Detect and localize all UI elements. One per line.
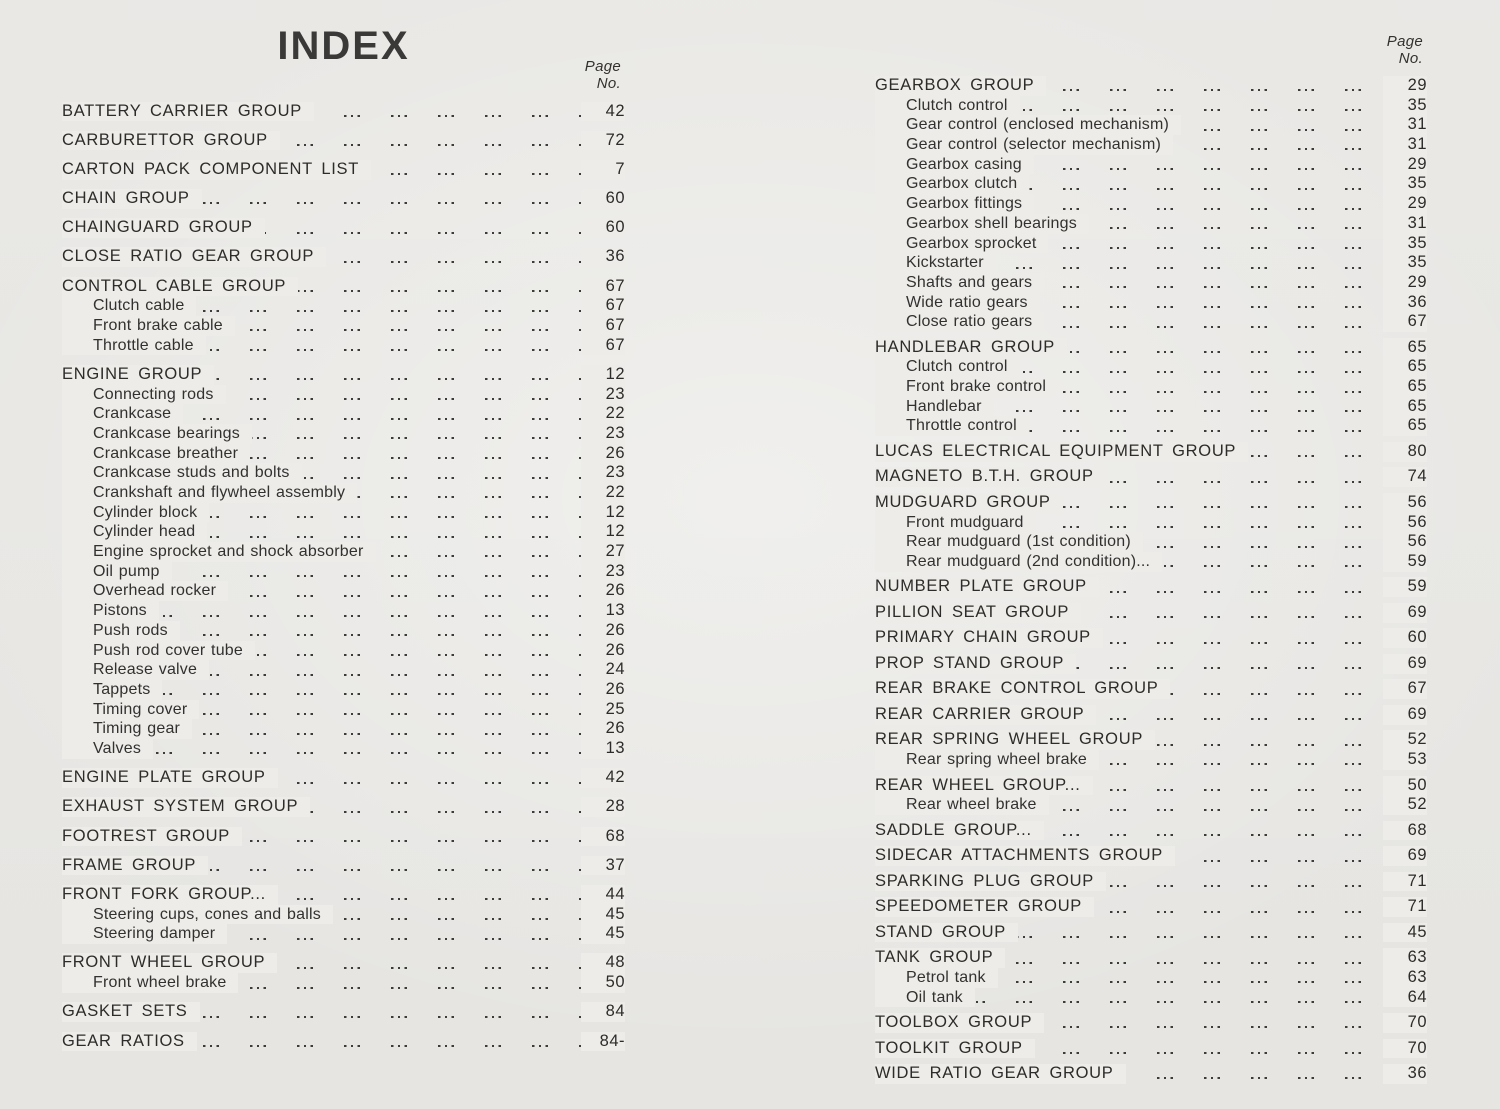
- entry-label: Front brake control: [875, 377, 1058, 397]
- entry-page-number: 53: [1383, 750, 1427, 770]
- entry-label: Rear mudguard (1st condition): [875, 532, 1143, 552]
- index-entries-left: [62, 102, 625, 1052]
- entry-label: Cylinder block: [62, 503, 209, 523]
- entry-page-number: 65: [1383, 416, 1427, 436]
- index-row: [62, 160, 625, 180]
- entry-label: Timing gear: [62, 719, 192, 739]
- entry-label: Clutch control: [875, 96, 1020, 116]
- index-row: [62, 700, 625, 720]
- entry-page-number: 26: [581, 444, 625, 464]
- entry-label: Pistons: [62, 601, 159, 621]
- index-row: [62, 739, 625, 759]
- entry-label: CARBURETTOR GROUP: [62, 131, 280, 151]
- entry-label: FRONT FORK GROUP...: [62, 885, 278, 905]
- index-row: [875, 397, 1427, 417]
- entry-page-number: 80: [1383, 442, 1427, 462]
- index-row: [875, 679, 1427, 699]
- index-row: [875, 988, 1427, 1008]
- entry-page-number: 65: [1383, 338, 1427, 358]
- entry-page-number: 26: [581, 621, 625, 641]
- entry-page-number: 56: [1383, 532, 1427, 552]
- entry-page-number: 44: [581, 885, 625, 905]
- index-row: [875, 194, 1427, 214]
- entry-label: SPARKING PLUG GROUP: [875, 872, 1106, 892]
- entry-page-number: 22: [581, 404, 625, 424]
- entry-page-number: 23: [581, 424, 625, 444]
- entry-page-number: 67: [581, 316, 625, 336]
- entry-page-number: 29: [1383, 155, 1427, 175]
- index-row: [62, 316, 625, 336]
- entry-label: Timing cover: [62, 700, 199, 720]
- index-row: [62, 660, 625, 680]
- entry-label: Cylinder head: [62, 522, 207, 542]
- entry-label: Steering damper: [62, 924, 227, 944]
- entry-page-number: 31: [1383, 135, 1427, 155]
- entry-page-number: 29: [1383, 273, 1427, 293]
- entry-page-number: 26: [581, 641, 625, 661]
- entry-label: Connecting rods: [62, 385, 226, 405]
- entry-label: ENGINE GROUP: [62, 365, 214, 385]
- index-row: [875, 377, 1427, 397]
- entry-page-number: 70: [1383, 1013, 1427, 1033]
- entry-page-number: 23: [581, 562, 625, 582]
- index-row: [62, 827, 625, 847]
- entry-label: Wide ratio gears: [875, 293, 1040, 313]
- entry-page-number: 50: [581, 973, 625, 993]
- page-title: INDEX: [277, 24, 410, 68]
- index-row: [875, 532, 1427, 552]
- index-row: [875, 821, 1427, 841]
- entry-label: Crankshaft and flywheel assembly: [62, 483, 357, 503]
- index-row: [62, 953, 625, 973]
- entry-page-number: 26: [581, 680, 625, 700]
- index-row: [875, 234, 1427, 254]
- index-row: [62, 463, 625, 483]
- index-row: [62, 905, 625, 925]
- entry-page-number: 69: [1383, 654, 1427, 674]
- entry-page-number: 24: [581, 660, 625, 680]
- entry-page-number: 37: [581, 856, 625, 876]
- index-row: [62, 1032, 625, 1052]
- index-row: [875, 897, 1427, 917]
- entry-label: TOOLBOX GROUP: [875, 1013, 1044, 1033]
- entry-page-number: 36: [1383, 1064, 1427, 1084]
- index-row: [875, 776, 1427, 796]
- index-row: [875, 705, 1427, 725]
- index-row: [62, 522, 625, 542]
- entry-page-number: 36: [581, 247, 625, 267]
- index-row: [62, 581, 625, 601]
- entry-page-number: 67: [581, 336, 625, 356]
- entry-label: CLOSE RATIO GEAR GROUP: [62, 247, 326, 267]
- page-no-header-line1: Page: [584, 58, 621, 75]
- entry-page-number: 45: [581, 924, 625, 944]
- entry-label: REAR CARRIER GROUP: [875, 705, 1096, 725]
- index-row: [62, 797, 625, 817]
- index-row: [62, 641, 625, 661]
- entry-label: Push rods: [62, 621, 180, 641]
- index-row: [875, 872, 1427, 892]
- entry-label: STAND GROUP: [875, 923, 1018, 943]
- entry-page-number: 69: [1383, 603, 1427, 623]
- entry-page-number: 13: [581, 601, 625, 621]
- index-row: [875, 603, 1427, 623]
- entry-label: Shafts and gears: [875, 273, 1044, 293]
- index-left-column: [62, 58, 625, 1051]
- entry-label: PROP STAND GROUP: [875, 654, 1076, 674]
- index-row: [875, 846, 1427, 866]
- entry-label: Tappets: [62, 680, 162, 700]
- entry-page-number: 25: [581, 700, 625, 720]
- entry-label: Throttle control: [875, 416, 1029, 436]
- index-entries-right: [875, 76, 1427, 1084]
- page-no-header-right: [875, 33, 1427, 67]
- index-row: [62, 503, 625, 523]
- index-row: [875, 948, 1427, 968]
- index-row: [62, 131, 625, 151]
- entry-page-number: 70: [1383, 1039, 1427, 1059]
- entry-label: LUCAS ELECTRICAL EQUIPMENT GROUP: [875, 442, 1248, 462]
- index-row: [62, 277, 625, 297]
- entry-label: REAR WHEEL GROUP...: [875, 776, 1093, 796]
- entry-label: Clutch cable: [62, 296, 196, 316]
- index-row: [62, 247, 625, 267]
- entry-label: Gear control (selector mechanism): [875, 135, 1173, 155]
- entry-label: FRONT WHEEL GROUP: [62, 953, 277, 973]
- entry-page-number: 29: [1383, 76, 1427, 96]
- entry-label: Crankcase breather: [62, 444, 250, 464]
- entry-page-number: 35: [1383, 174, 1427, 194]
- entry-page-number: 45: [581, 905, 625, 925]
- entry-label: Close ratio gears: [875, 312, 1044, 332]
- index-row: [875, 654, 1427, 674]
- entry-page-number: 71: [1383, 897, 1427, 917]
- entry-page-number: 56: [1383, 493, 1427, 513]
- entry-page-number: 71: [1383, 872, 1427, 892]
- index-row: [875, 312, 1427, 332]
- entry-page-number: 48: [581, 953, 625, 973]
- entry-label: CHAINGUARD GROUP: [62, 218, 265, 238]
- index-row: [62, 719, 625, 739]
- entry-label: MAGNETO B.T.H. GROUP: [875, 467, 1106, 487]
- entry-page-number: 69: [1383, 705, 1427, 725]
- index-row: [875, 357, 1427, 377]
- entry-label: REAR SPRING WHEEL GROUP: [875, 730, 1155, 750]
- index-row: [875, 1013, 1427, 1033]
- entry-page-number: 28: [581, 797, 625, 817]
- index-row: [875, 628, 1427, 648]
- entry-label: WIDE RATIO GEAR GROUP: [875, 1064, 1126, 1084]
- entry-page-number: 26: [581, 719, 625, 739]
- entry-page-number: 72: [581, 131, 625, 151]
- entry-page-number: 65: [1383, 377, 1427, 397]
- entry-page-number: 74: [1383, 467, 1427, 487]
- entry-page-number: 22: [581, 483, 625, 503]
- index-row: [62, 562, 625, 582]
- page-no-header-line2: No.: [596, 75, 621, 92]
- entry-page-number: 69: [1383, 846, 1427, 866]
- entry-page-number: 63: [1383, 968, 1427, 988]
- index-row: [875, 338, 1427, 358]
- entry-label: TANK GROUP: [875, 948, 1005, 968]
- index-row: [875, 273, 1427, 293]
- entry-page-number: 12: [581, 503, 625, 523]
- entry-page-number: 67: [1383, 679, 1427, 699]
- index-row: [62, 336, 625, 356]
- index-row: [62, 924, 625, 944]
- entry-page-number: 59: [1383, 577, 1427, 597]
- index-row: [875, 135, 1427, 155]
- index-row: [62, 885, 625, 905]
- entry-page-number: 13: [581, 739, 625, 759]
- index-row: [62, 483, 625, 503]
- entry-page-number: 60: [1383, 628, 1427, 648]
- index-row: [875, 467, 1427, 487]
- entry-page-number: 27: [581, 542, 625, 562]
- entry-label: Gearbox fittings: [875, 194, 1034, 214]
- index-row: [875, 513, 1427, 533]
- index-row: [62, 404, 625, 424]
- entry-page-number: 31: [1383, 214, 1427, 234]
- entry-page-number: 65: [1383, 357, 1427, 377]
- entry-label: Clutch control: [875, 357, 1020, 377]
- entry-page-number: 42: [581, 102, 625, 122]
- page-no-header-line1: Page: [1386, 33, 1423, 50]
- index-row: [875, 1064, 1427, 1084]
- entry-label: Engine sprocket and shock absorber: [62, 542, 376, 562]
- entry-page-number: 36: [1383, 293, 1427, 313]
- entry-page-number: 65: [1383, 397, 1427, 417]
- entry-page-number: 67: [1383, 312, 1427, 332]
- entry-page-number: 84-: [581, 1032, 625, 1052]
- index-row: [62, 601, 625, 621]
- index-row: [62, 218, 625, 238]
- entry-label: Steering cups, cones and balls: [62, 905, 333, 925]
- index-row: [62, 542, 625, 562]
- entry-page-number: 67: [581, 296, 625, 316]
- entry-label: CHAIN GROUP: [62, 189, 202, 209]
- index-row: [875, 76, 1427, 96]
- page-no-header-line2: No.: [1398, 50, 1423, 67]
- entry-label: PRIMARY CHAIN GROUP: [875, 628, 1103, 648]
- entry-label: GASKET SETS: [62, 1002, 200, 1022]
- entry-page-number: 12: [581, 522, 625, 542]
- entry-page-number: 50: [1383, 776, 1427, 796]
- entry-page-number: 84: [581, 1002, 625, 1022]
- entry-label: Gearbox clutch: [875, 174, 1029, 194]
- index-row: [875, 750, 1427, 770]
- index-row: [62, 189, 625, 209]
- entry-page-number: 12: [581, 365, 625, 385]
- index-row: [875, 253, 1427, 273]
- entry-label: Front brake cable: [62, 316, 235, 336]
- entry-page-number: 35: [1383, 96, 1427, 116]
- entry-page-number: 52: [1383, 795, 1427, 815]
- index-row: [62, 973, 625, 993]
- entry-label: GEAR RATIOS: [62, 1032, 197, 1052]
- index-row: [62, 102, 625, 122]
- index-row: [875, 96, 1427, 116]
- entry-label: Front wheel brake: [62, 973, 238, 993]
- index-row: [875, 1039, 1427, 1059]
- index-row: [62, 621, 625, 641]
- entry-label: FRAME GROUP: [62, 856, 208, 876]
- entry-label: Handlebar: [875, 397, 994, 417]
- index-row: [875, 442, 1427, 462]
- entry-label: GEARBOX GROUP: [875, 76, 1046, 96]
- index-row: [62, 365, 625, 385]
- index-row: [62, 1002, 625, 1022]
- entry-label: MUDGUARD GROUP: [875, 493, 1063, 513]
- entry-label: Gearbox casing: [875, 155, 1034, 175]
- entry-label: Rear mudguard (2nd condition)...: [875, 552, 1162, 572]
- entry-page-number: 31: [1383, 115, 1427, 135]
- index-row: [875, 214, 1427, 234]
- entry-page-number: 68: [581, 827, 625, 847]
- entry-label: Oil pump: [62, 562, 172, 582]
- index-row: [875, 552, 1427, 572]
- index-row: [875, 115, 1427, 135]
- entry-page-number: 63: [1383, 948, 1427, 968]
- index-row: [875, 493, 1427, 513]
- entry-label: CARTON PACK COMPONENT LIST: [62, 160, 371, 180]
- entry-label: FOOTREST GROUP: [62, 827, 242, 847]
- entry-label: Oil tank: [875, 988, 975, 1008]
- index-row: [62, 856, 625, 876]
- entry-label: Kickstarter: [875, 253, 996, 273]
- page-no-header-left: [62, 58, 625, 92]
- entry-label: Overhead rocker: [62, 581, 228, 601]
- index-row: [875, 155, 1427, 175]
- entry-label: Throttle cable: [62, 336, 206, 356]
- entry-label: Rear wheel brake: [875, 795, 1049, 815]
- entry-page-number: 23: [581, 463, 625, 483]
- index-row: [875, 730, 1427, 750]
- entry-page-number: 35: [1383, 234, 1427, 254]
- entry-page-number: 56: [1383, 513, 1427, 533]
- entry-label: ENGINE PLATE GROUP: [62, 768, 278, 788]
- entry-label: Front mudguard: [875, 513, 1036, 533]
- index-row: [62, 680, 625, 700]
- entry-page-number: 42: [581, 768, 625, 788]
- entry-label: Crankcase studs and bolts: [62, 463, 302, 483]
- entry-page-number: 68: [1383, 821, 1427, 841]
- entry-label: Push rod cover tube: [62, 641, 255, 661]
- index-row: [875, 795, 1427, 815]
- entry-page-number: 52: [1383, 730, 1427, 750]
- entry-label: Petrol tank: [875, 968, 998, 988]
- entry-label: REAR BRAKE CONTROL GROUP: [875, 679, 1170, 699]
- entry-label: TOOLKIT GROUP: [875, 1039, 1035, 1059]
- entry-label: HANDLEBAR GROUP: [875, 338, 1067, 358]
- entry-page-number: 29: [1383, 194, 1427, 214]
- entry-label: Gearbox shell bearings: [875, 214, 1089, 234]
- index-row: [62, 385, 625, 405]
- index-row: [62, 768, 625, 788]
- entry-label: SADDLE GROUP...: [875, 821, 1044, 841]
- index-row: [875, 577, 1427, 597]
- entry-label: Rear spring wheel brake: [875, 750, 1099, 770]
- entry-label: NUMBER PLATE GROUP: [875, 577, 1099, 597]
- index-row: [875, 416, 1427, 436]
- index-right-column: [875, 33, 1427, 1084]
- entry-page-number: 64: [1383, 988, 1427, 1008]
- index-row: [62, 424, 625, 444]
- entry-page-number: 59: [1383, 552, 1427, 572]
- index-row: [875, 923, 1427, 943]
- index-row: [62, 444, 625, 464]
- entry-label: CONTROL CABLE GROUP: [62, 277, 298, 297]
- index-row: [875, 174, 1427, 194]
- entry-label: Crankcase: [62, 404, 183, 424]
- entry-page-number: 60: [581, 189, 625, 209]
- index-row: [875, 293, 1427, 313]
- entry-label: Release valve: [62, 660, 209, 680]
- entry-label: Gear control (enclosed mechanism): [875, 115, 1181, 135]
- entry-page-number: 60: [581, 218, 625, 238]
- index-row: [875, 968, 1427, 988]
- entry-label: PILLION SEAT GROUP: [875, 603, 1081, 623]
- entry-label: SPEEDOMETER GROUP: [875, 897, 1094, 917]
- entry-page-number: 35: [1383, 253, 1427, 273]
- entry-page-number: 7: [581, 160, 625, 180]
- entry-page-number: 26: [581, 581, 625, 601]
- index-row: [62, 296, 625, 316]
- entry-label: Valves: [62, 739, 153, 759]
- entry-page-number: 23: [581, 385, 625, 405]
- entry-label: Crankcase bearings: [62, 424, 252, 444]
- entry-label: Gearbox sprocket: [875, 234, 1048, 254]
- entry-label: EXHAUST SYSTEM GROUP: [62, 797, 310, 817]
- entry-page-number: 67: [581, 277, 625, 297]
- entry-label: BATTERY CARRIER GROUP: [62, 102, 314, 122]
- entry-page-number: 45: [1383, 923, 1427, 943]
- entry-label: SIDECAR ATTACHMENTS GROUP: [875, 846, 1175, 866]
